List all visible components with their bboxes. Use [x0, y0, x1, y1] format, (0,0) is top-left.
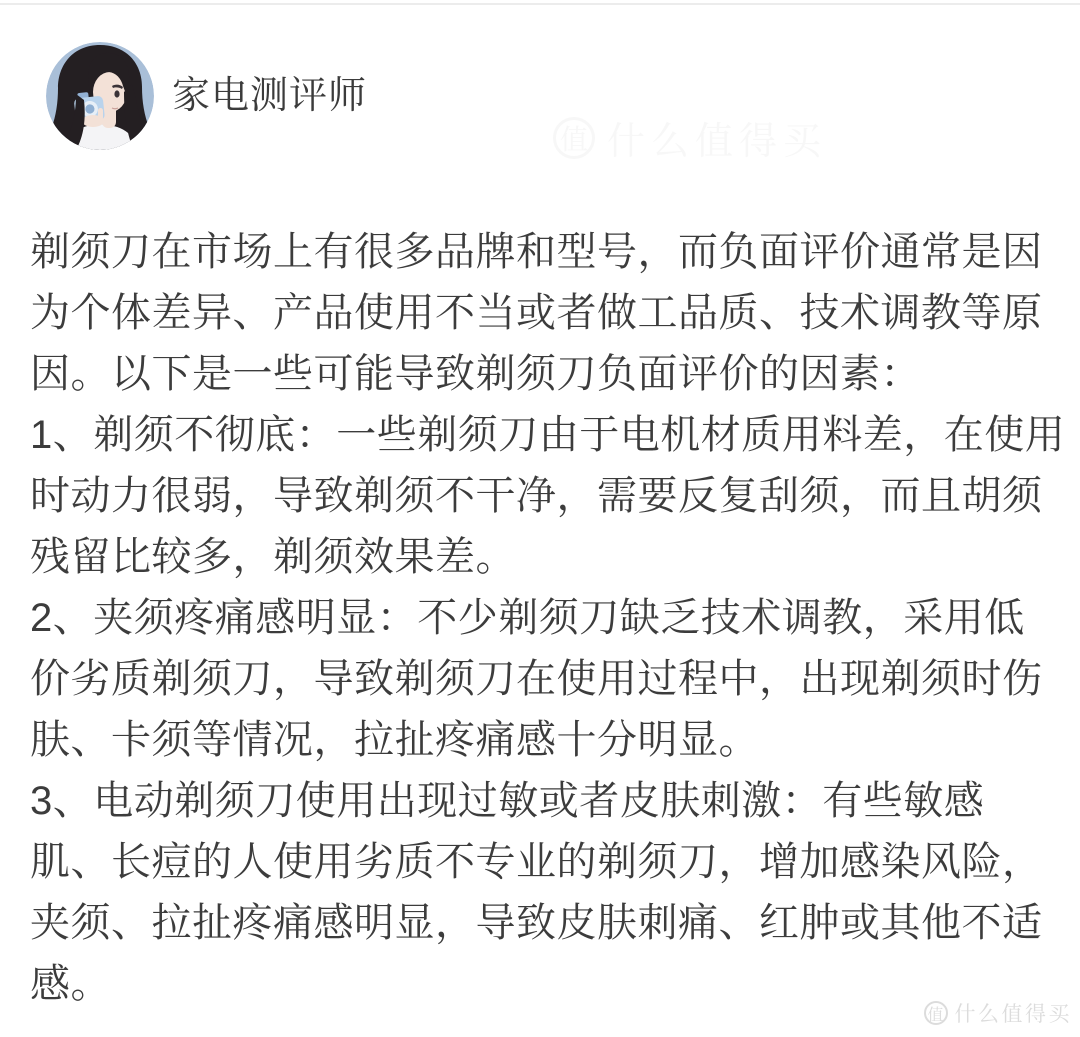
smzdm-logo-icon: 值: [924, 1001, 948, 1025]
post-body: [30, 222, 1066, 1015]
username[interactable]: 家电测评师: [172, 75, 368, 117]
smzdm-logo-icon: 值: [553, 117, 595, 159]
body-text-line: 剃须刀在市场上有很多品牌和型号，而负面评价通常是因: [30, 230, 1043, 274]
body-text-line: 为个体差异、产品使用不当或者做工品质、技术调教等原: [30, 291, 1043, 335]
body-text-line: 肌、长痘的人使用劣质不专业的剃须刀，增加感染风险，: [30, 840, 1043, 884]
body-text-line: 时动力很弱，导致剃须不干净，需要反复刮须，而且胡须: [30, 474, 1043, 518]
body-text: [30, 222, 1066, 1015]
body-text-line: 残留比较多，剃须效果差。: [30, 535, 516, 579]
watermark-text: 什么值得买: [607, 121, 828, 163]
avatar[interactable]: [46, 42, 154, 150]
body-text-line: 感。: [30, 962, 111, 1006]
body-text-line: 因。以下是一些可能导致剃须刀负面评价的因素：: [30, 352, 921, 396]
anime-girl-avatar-icon: [46, 42, 154, 150]
watermark-text: 什么值得买: [954, 1003, 1072, 1026]
body-text-line: 1、剃须不彻底：一些剃须刀由于电机材质用料差，在使用: [30, 413, 1066, 457]
post-header: [0, 0, 1080, 190]
body-text-line: 价劣质剃须刀，导致剃须刀在使用过程中，出现剃须时伤: [30, 657, 1043, 701]
body-text-line: 2、夹须疼痛感明显：不少剃须刀缺乏技术调教，采用低: [30, 596, 1025, 640]
body-text-line: 夹须、拉扯疼痛感明显，导致皮肤刺痛、红肿或其他不适: [30, 901, 1043, 945]
body-text-line: 肤、卡须等情况，拉扯疼痛感十分明显。: [30, 718, 759, 762]
body-text-line: 3、电动剃须刀使用出现过敏或者皮肤刺激：有些敏感: [30, 779, 985, 823]
